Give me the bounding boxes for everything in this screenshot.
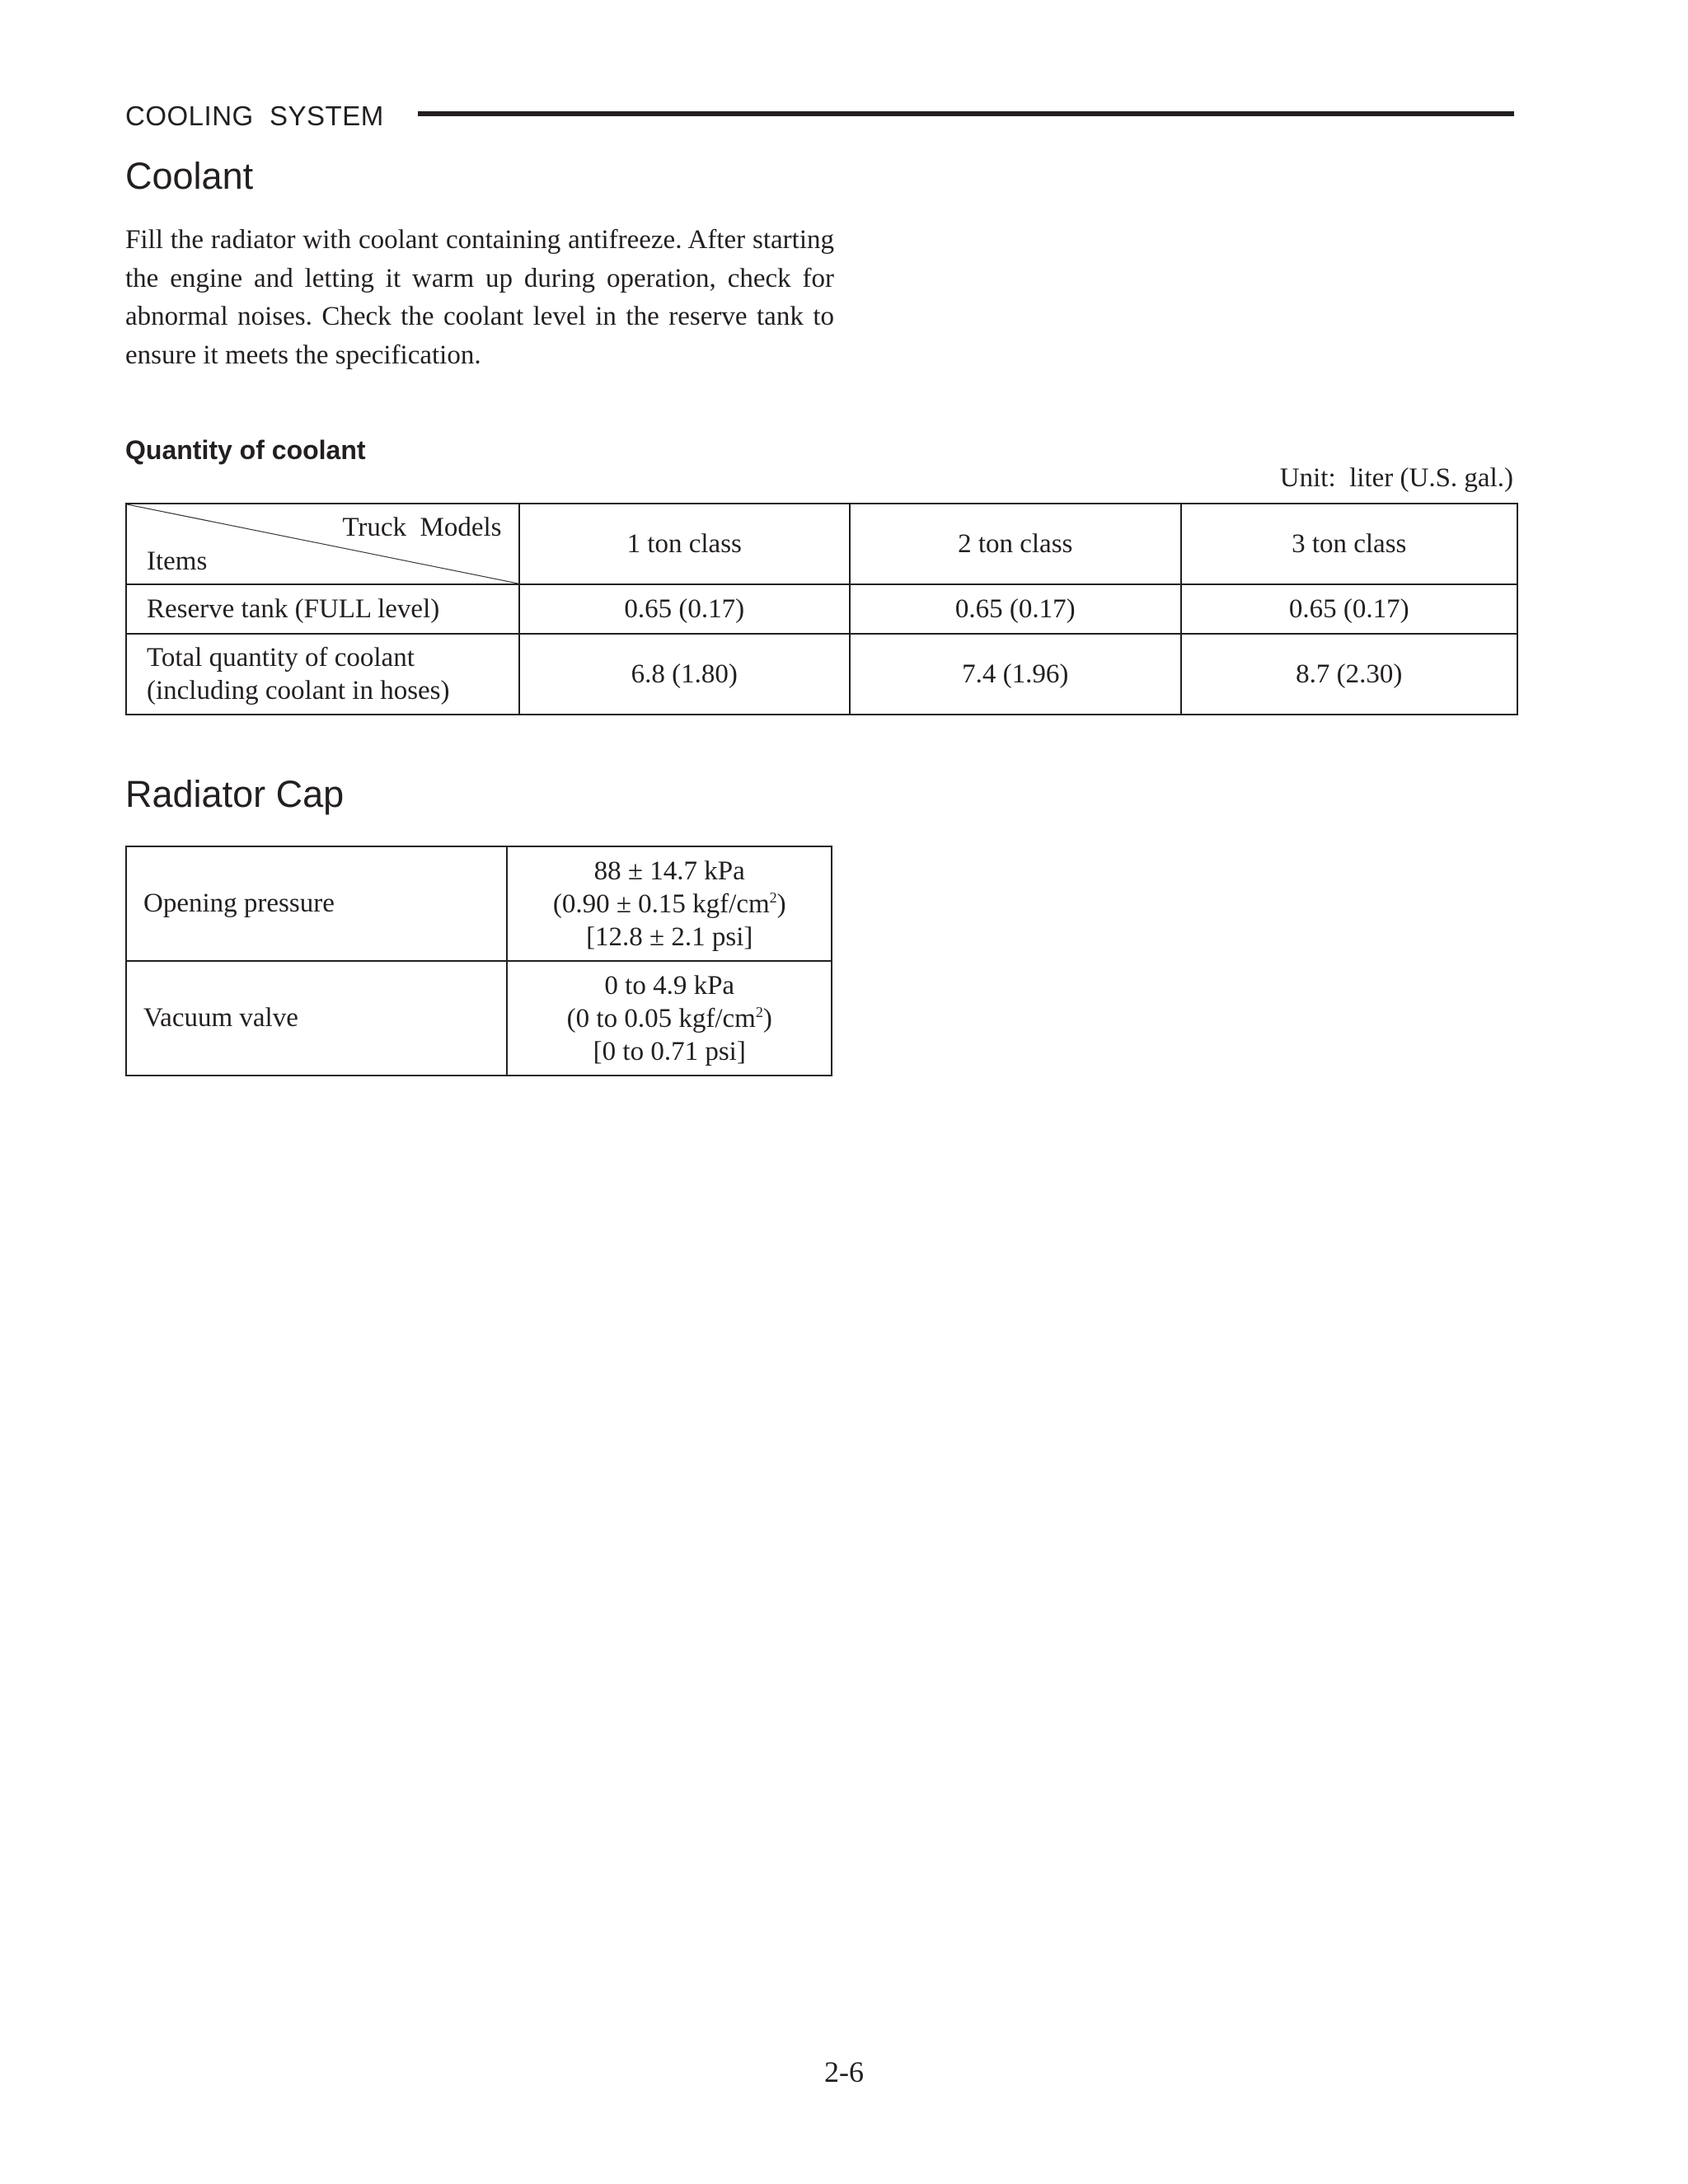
items-header: Items <box>147 546 208 576</box>
vacuum-valve-value <box>507 961 832 1076</box>
row-label-vacuum-valve: Vacuum valve <box>126 961 507 1076</box>
coolant-intro-paragraph: Fill the radiator with coolant containing antifreeze. After starting the engine and letting it warm up during operation, check for abnormal noises. Check the coolant level in the reserve tank to ensure it meets the specification. <box>125 225 834 370</box>
table-cell: 0.65 (0.17) <box>1181 584 1518 634</box>
value-line: 88 ± 14.7 kPa <box>593 855 745 886</box>
row-label-line: Total quantity of coolant <box>147 643 415 673</box>
table-row <box>126 961 832 1076</box>
quantity-subheading: Quantity of coolant <box>125 435 366 465</box>
table-row <box>126 634 1517 715</box>
unit-label: Unit: liter (U.S. gal.) <box>1279 463 1513 493</box>
table-cell: 0.65 (0.17) <box>850 584 1181 634</box>
value-line-text: (0 to 0.05 kgf/cm <box>566 1003 756 1033</box>
table-cell: 7.4 (1.96) <box>850 634 1181 715</box>
value-line: [12.8 ± 2.1 psi] <box>586 921 753 952</box>
column-header-2-ton: 2 ton class <box>850 504 1181 584</box>
coolant-heading: Coolant <box>125 155 254 197</box>
superscript: 2 <box>755 1003 763 1020</box>
table-row <box>126 584 1517 634</box>
table-cell: 0.65 (0.17) <box>519 584 851 634</box>
running-header <box>125 97 1514 137</box>
row-label-line: (including coolant in hoses) <box>147 676 450 705</box>
row-label-total-quantity <box>126 634 519 715</box>
header-rule <box>418 111 1514 116</box>
value-line <box>508 888 831 921</box>
radiator-cap-heading: Radiator Cap <box>125 773 345 815</box>
superscript: 2 <box>769 888 777 906</box>
value-line <box>508 1002 831 1035</box>
header-section-label: COOLING SYSTEM <box>125 101 384 131</box>
value-line: [0 to 0.71 psi] <box>593 1036 746 1066</box>
value-line-text: ) <box>776 888 786 919</box>
column-header-1-ton: 1 ton class <box>519 504 851 584</box>
coolant-quantity-table <box>125 503 1518 715</box>
page-number: 2-6 <box>824 2055 864 2088</box>
value-line: 0 to 4.9 kPa <box>604 970 735 1001</box>
table-row <box>126 846 832 961</box>
table-corner-cell <box>126 504 519 584</box>
value-line-text: ) <box>762 1003 772 1033</box>
table-header-row <box>126 504 1517 584</box>
table-cell: 6.8 (1.80) <box>519 634 851 715</box>
value-line-text: (0.90 ± 0.15 kgf/cm <box>552 888 770 919</box>
table-cell: 8.7 (2.30) <box>1181 634 1518 715</box>
radiator-cap-table <box>125 846 832 1076</box>
truck-models-header: Truck Models <box>342 513 502 542</box>
opening-pressure-value <box>507 846 832 961</box>
column-header-3-ton: 3 ton class <box>1181 504 1518 584</box>
row-label-reserve-tank: Reserve tank (FULL level) <box>126 584 519 634</box>
row-label-opening-pressure: Opening pressure <box>126 846 507 961</box>
